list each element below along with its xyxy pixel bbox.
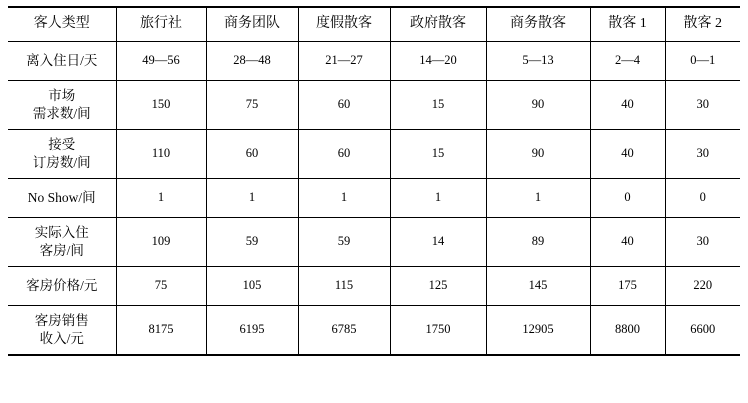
- column-header-fit-2: 散客 2: [665, 7, 740, 41]
- table-row: [8, 41, 740, 80]
- cell-value: 1: [116, 178, 206, 217]
- column-header-guest-type: 客人类型: [8, 7, 116, 41]
- table-row: [8, 178, 740, 217]
- column-header-business-fit: 商务散客: [486, 7, 590, 41]
- cell-value: 40: [590, 217, 665, 266]
- table-body: [8, 41, 740, 355]
- cell-value: 175: [590, 266, 665, 305]
- cell-value: 49—56: [116, 41, 206, 80]
- cell-value: 5—13: [486, 41, 590, 80]
- cell-value: 8800: [590, 305, 665, 355]
- cell-value: 150: [116, 80, 206, 129]
- cell-value: 6195: [206, 305, 298, 355]
- column-header-travel-agency: 旅行社: [116, 7, 206, 41]
- cell-value: 40: [590, 129, 665, 178]
- cell-value: 60: [298, 129, 390, 178]
- cell-value: 1: [206, 178, 298, 217]
- row-label-accepted-bookings: 接受 订房数/间: [8, 129, 116, 178]
- table-row: [8, 129, 740, 178]
- cell-value: 60: [206, 129, 298, 178]
- cell-value: 1: [486, 178, 590, 217]
- row-label-room-revenue: 客房销售 收入/元: [8, 305, 116, 355]
- table-header-row: [8, 7, 740, 41]
- cell-value: 220: [665, 266, 740, 305]
- cell-value: 105: [206, 266, 298, 305]
- cell-value: 30: [665, 80, 740, 129]
- cell-value: 14—20: [390, 41, 486, 80]
- table-row: [8, 80, 740, 129]
- cell-value: 0: [665, 178, 740, 217]
- cell-value: 1: [390, 178, 486, 217]
- cell-value: 59: [298, 217, 390, 266]
- cell-value: 59: [206, 217, 298, 266]
- table-header: [8, 7, 740, 41]
- cell-value: 90: [486, 80, 590, 129]
- cell-value: 8175: [116, 305, 206, 355]
- cell-value: 2—4: [590, 41, 665, 80]
- cell-value: 110: [116, 129, 206, 178]
- cell-value: 15: [390, 80, 486, 129]
- cell-value: 125: [390, 266, 486, 305]
- cell-value: 60: [298, 80, 390, 129]
- cell-value: 1: [298, 178, 390, 217]
- guest-type-statistics-table: [8, 6, 740, 356]
- cell-value: 1750: [390, 305, 486, 355]
- cell-value: 145: [486, 266, 590, 305]
- table-row: [8, 305, 740, 355]
- cell-value: 15: [390, 129, 486, 178]
- cell-value: 0—1: [665, 41, 740, 80]
- cell-value: 21—27: [298, 41, 390, 80]
- cell-value: 0: [590, 178, 665, 217]
- cell-value: 14: [390, 217, 486, 266]
- cell-value: 90: [486, 129, 590, 178]
- cell-value: 75: [116, 266, 206, 305]
- cell-value: 115: [298, 266, 390, 305]
- column-header-business-group: 商务团队: [206, 7, 298, 41]
- column-header-government-fit: 政府散客: [390, 7, 486, 41]
- table-row: [8, 217, 740, 266]
- cell-value: 109: [116, 217, 206, 266]
- cell-value: 12905: [486, 305, 590, 355]
- cell-value: 30: [665, 217, 740, 266]
- cell-value: 30: [665, 129, 740, 178]
- cell-value: 28—48: [206, 41, 298, 80]
- row-label-no-show: No Show/间: [8, 178, 116, 217]
- cell-value: 89: [486, 217, 590, 266]
- cell-value: 6600: [665, 305, 740, 355]
- row-label-market-demand: 市场 需求数/间: [8, 80, 116, 129]
- column-header-leisure-fit: 度假散客: [298, 7, 390, 41]
- cell-value: 6785: [298, 305, 390, 355]
- cell-value: 40: [590, 80, 665, 129]
- cell-value: 75: [206, 80, 298, 129]
- row-label-days-before-arrival: 离入住日/天: [8, 41, 116, 80]
- row-label-actual-occupied-rooms: 实际入住 客房/间: [8, 217, 116, 266]
- table-row: [8, 266, 740, 305]
- row-label-room-price: 客房价格/元: [8, 266, 116, 305]
- column-header-fit-1: 散客 1: [590, 7, 665, 41]
